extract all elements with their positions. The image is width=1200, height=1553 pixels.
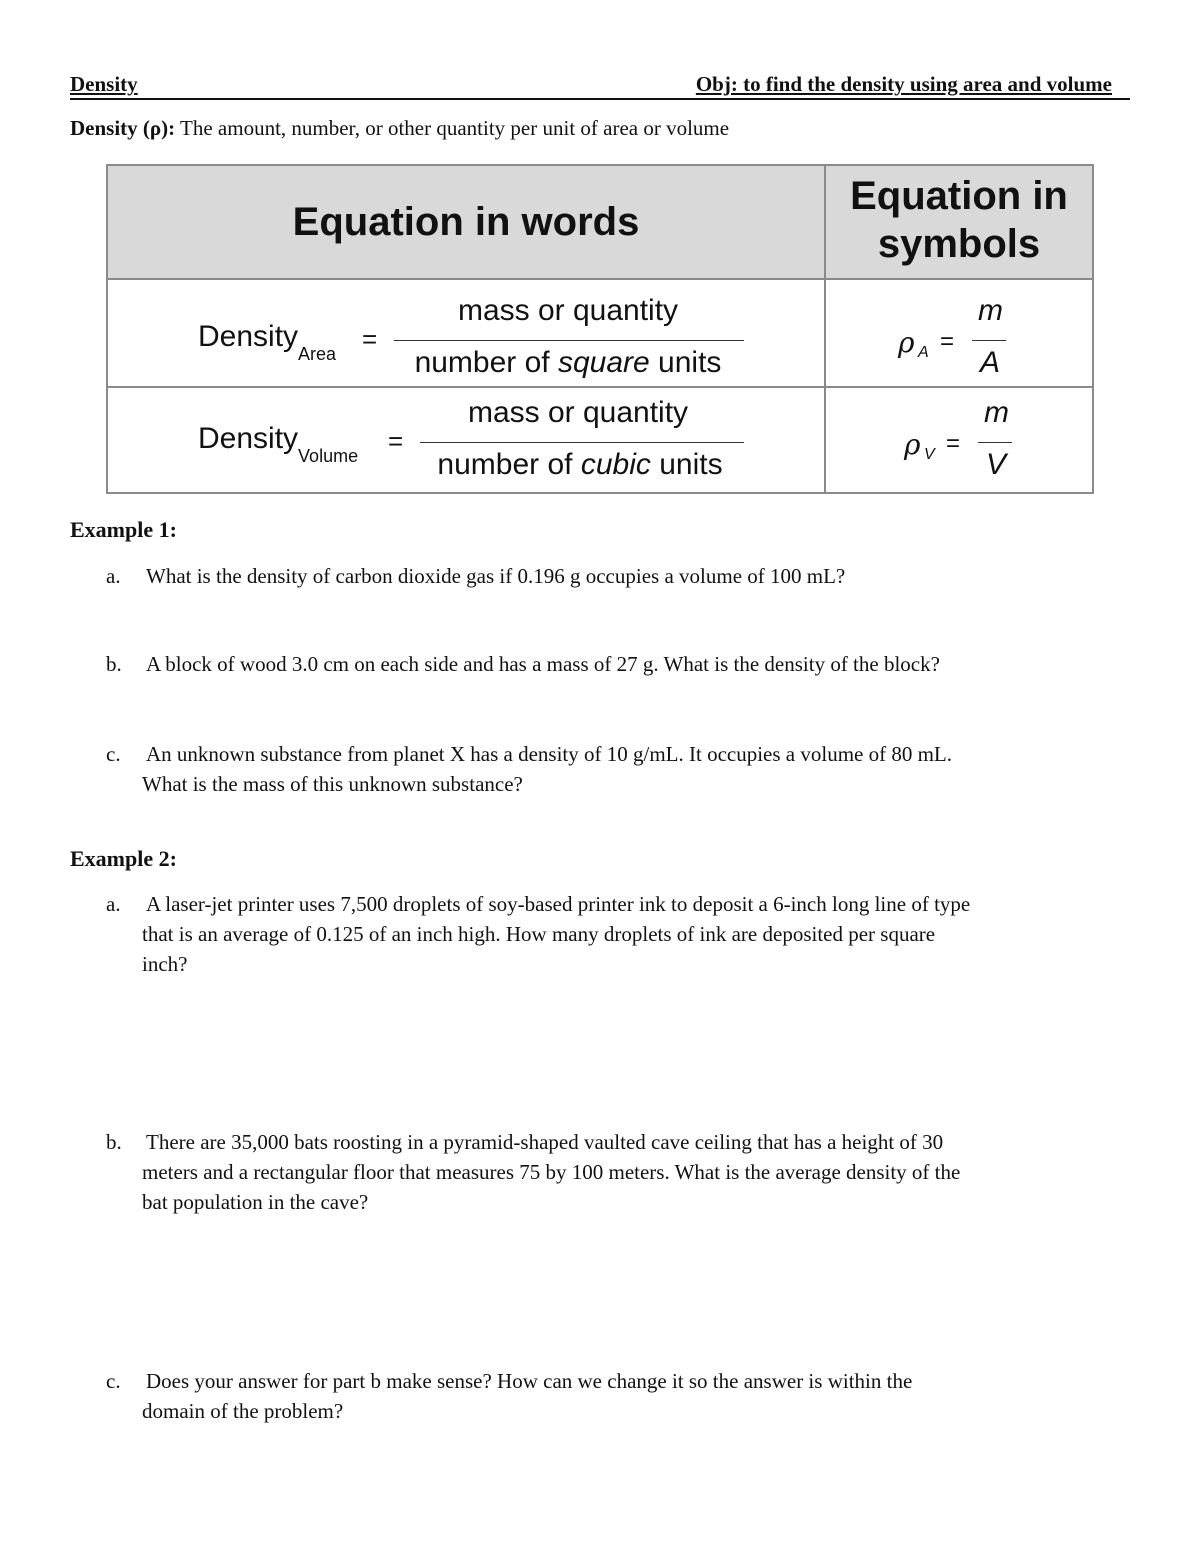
volume-density-label: Density — [198, 422, 299, 455]
example-2-question-a — [106, 889, 1136, 979]
area-symbol-equals: = — [940, 328, 955, 355]
volume-subscript: Volume — [298, 446, 359, 466]
question-text-line-2: meters and a rectangular floor that measures 75 by 100 meters. What is the average density of the — [142, 1160, 961, 1184]
area-equals-sign: = — [362, 324, 378, 354]
header-symbols-line2: symbols — [877, 222, 1041, 266]
example-1-question-c — [106, 739, 1126, 799]
question-text-line-1: Does your answer for part b make sense? How can we change it so the answer is within the — [146, 1369, 913, 1393]
question-text-line-2: that is an average of 0.125 of an inch high. How many droplets of ink are deposited per square — [142, 922, 936, 946]
question-text-line-2: What is the mass of this unknown substance? — [142, 772, 523, 796]
question-letter: a. — [106, 892, 121, 916]
area-den-italic: square — [557, 346, 650, 379]
header-equation-symbols — [826, 172, 1092, 278]
definition-term: Density (ρ): — [70, 116, 176, 140]
area-density-word-equation — [198, 294, 758, 379]
volume-rho-subscript: V — [924, 446, 935, 463]
area-fraction-bar — [394, 340, 744, 341]
area-density-label: Density — [198, 320, 299, 353]
header-equation-words: Equation in words — [292, 199, 640, 244]
area-subscript: Area — [298, 344, 337, 364]
volume-symbol-denominator: V — [986, 448, 1007, 481]
row-divider — [108, 386, 1092, 388]
area-den-suffix: units — [649, 346, 722, 379]
volume-symbol-numerator: m — [984, 396, 1009, 429]
volume-symbol-fraction-bar — [978, 442, 1012, 443]
example-2-title: Example 2: — [70, 846, 177, 871]
question-text-line-1: A laser-jet printer uses 7,500 droplets of soy-based printer ink to deposit a 6-inch long line of type — [146, 892, 971, 916]
example-1-title: Example 1: — [70, 517, 177, 542]
example-2-question-b — [106, 1127, 1136, 1217]
density-definition — [70, 116, 729, 141]
area-symbol-fraction-bar — [972, 340, 1006, 341]
question-letter: b. — [106, 1130, 122, 1154]
question-text: What is the density of carbon dioxide gas if 0.196 g occupies a volume of 100 mL? — [146, 564, 846, 588]
area-rho-symbol: ρ — [898, 326, 915, 359]
volume-numerator: mass or quantity — [467, 396, 689, 429]
volume-fraction-bar — [420, 442, 744, 443]
area-density-lhs — [198, 320, 337, 364]
volume-density-lhs — [198, 422, 359, 466]
question-text-line-3: bat population in the cave? — [142, 1190, 369, 1214]
example-1-question-b — [106, 649, 1106, 679]
area-den-prefix: number of — [414, 346, 558, 379]
volume-den-prefix: number of — [437, 448, 581, 481]
area-numerator: mass or quantity — [457, 294, 679, 327]
question-letter: a. — [106, 564, 121, 588]
question-text-line-2: domain of the problem? — [142, 1399, 344, 1423]
header-symbols-line1: Equation in — [850, 174, 1068, 218]
definition-text: The amount, number, or other quantity per unit of area or volume — [180, 116, 730, 140]
volume-denominator — [410, 448, 750, 482]
example-2-question-c — [106, 1366, 1136, 1426]
question-text-line-1: An unknown substance from planet X has a density of 10 g/mL. It occupies a volume of 80 mL. — [146, 742, 952, 766]
objective: Obj: to find the density using area and volume — [695, 72, 1112, 96]
area-symbol-numerator: m — [978, 294, 1003, 327]
page-header — [70, 72, 1130, 100]
area-rho-subscript: A — [918, 344, 929, 361]
volume-den-suffix: units — [650, 448, 723, 481]
example-1-question-a — [106, 561, 1106, 591]
question-text-line-1: There are 35,000 bats roosting in a pyramid-shaped vaulted cave ceiling that has a height of 30 — [146, 1130, 944, 1154]
question-letter: b. — [106, 652, 122, 676]
question-text-line-3: inch? — [142, 952, 188, 976]
volume-density-symbol-equation — [904, 396, 1044, 481]
area-density-symbol-equation — [898, 294, 1038, 379]
question-text: A block of wood 3.0 cm on each side and has a mass of 27 g. What is the density of the block? — [146, 652, 940, 676]
equation-table — [106, 164, 1094, 494]
question-letter: c. — [106, 1369, 121, 1393]
area-symbol-denominator: A — [980, 346, 1001, 379]
question-letter: c. — [106, 742, 121, 766]
page-title: Density — [70, 72, 138, 96]
volume-symbol-equals: = — [946, 430, 961, 457]
volume-rho-symbol: ρ — [904, 428, 921, 461]
volume-equals-sign: = — [388, 426, 404, 456]
volume-density-word-equation — [198, 396, 758, 481]
volume-den-italic: cubic — [580, 448, 651, 481]
area-denominator — [388, 346, 748, 380]
